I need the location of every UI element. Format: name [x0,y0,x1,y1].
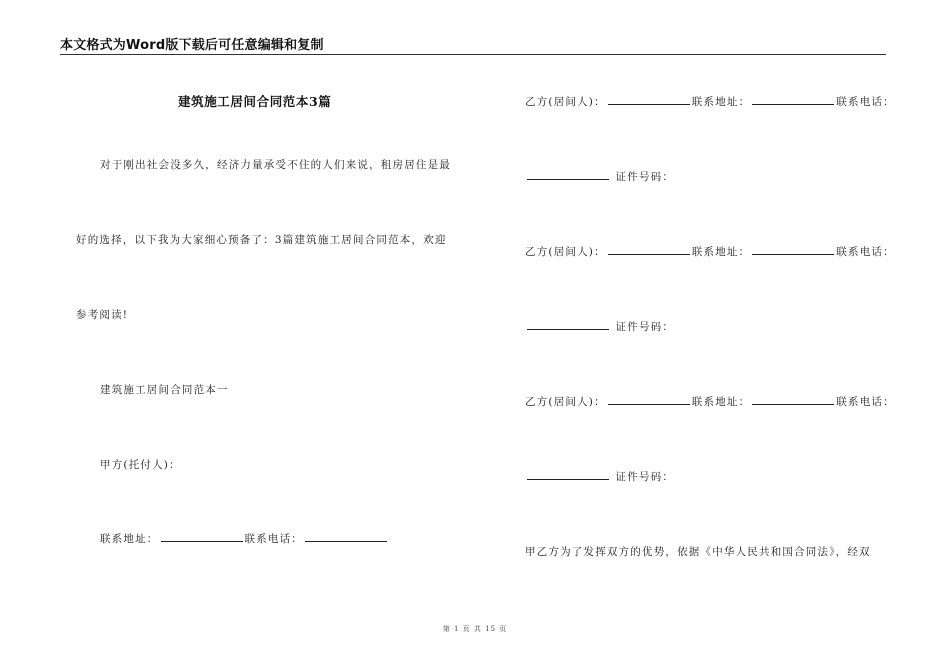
phone-blank [527,169,609,180]
address-label: 联系地址： [691,246,751,258]
contact-phone-label: 联系电话： [244,533,303,545]
id-label: 证件号码： [615,471,675,483]
intro-line-3: 参考阅读! [76,309,129,321]
contact-address-label: 联系地址： [100,533,159,545]
id-label: 证件号码： [615,321,675,333]
phone-blank [527,469,609,480]
id-line-3 [525,469,674,484]
party-b-blank [608,394,690,405]
intro-line-1: 对于刚出社会没多久，经济力量承受不住的人们来说，租房居住是最 [100,159,451,171]
id-line-1 [525,169,674,184]
party-b-blank [608,94,690,105]
address-label: 联系地址： [691,396,751,408]
intro-line-2: 好的选择，以下我为大家细心预备了：3篇建筑施工居间合同范本，欢迎 [76,234,447,246]
header-banner: 本文格式为Word版下载后可任意编辑和复制 [60,38,324,53]
document-title: 建筑施工居间合同范本3篇 [178,94,332,109]
phone-blank [527,319,609,330]
page-footer: 第 1 页 共 15 页 [442,625,508,633]
party-a-line: 甲方(托付人)： [100,459,181,471]
address-blank [752,94,834,105]
id-label: 证件号码： [615,171,675,183]
phone-label: 联系电话： [836,396,895,408]
party-b-label: 乙方(居间人)： [525,96,606,108]
party-b-label: 乙方(居间人)： [525,396,606,408]
party-b-line-1 [525,94,895,109]
closing-line: 甲乙方为了发挥双方的优势，依据《中华人民共和国合同法》，经双 [525,546,871,558]
phone-blank [305,531,387,542]
address-blank [752,244,834,255]
party-a-contact-line [100,531,389,546]
address-blank [752,394,834,405]
party-b-label: 乙方(居间人)： [525,246,606,258]
document-header [60,34,886,55]
party-b-line-2 [525,244,895,259]
address-label: 联系地址： [691,96,751,108]
phone-label: 联系电话： [836,246,895,258]
party-b-blank [608,244,690,255]
phone-label: 联系电话： [836,96,895,108]
party-b-line-3 [525,394,895,409]
address-blank [161,531,243,542]
section-heading: 建筑施工居间合同范本一 [100,384,229,396]
id-line-2 [525,319,674,334]
